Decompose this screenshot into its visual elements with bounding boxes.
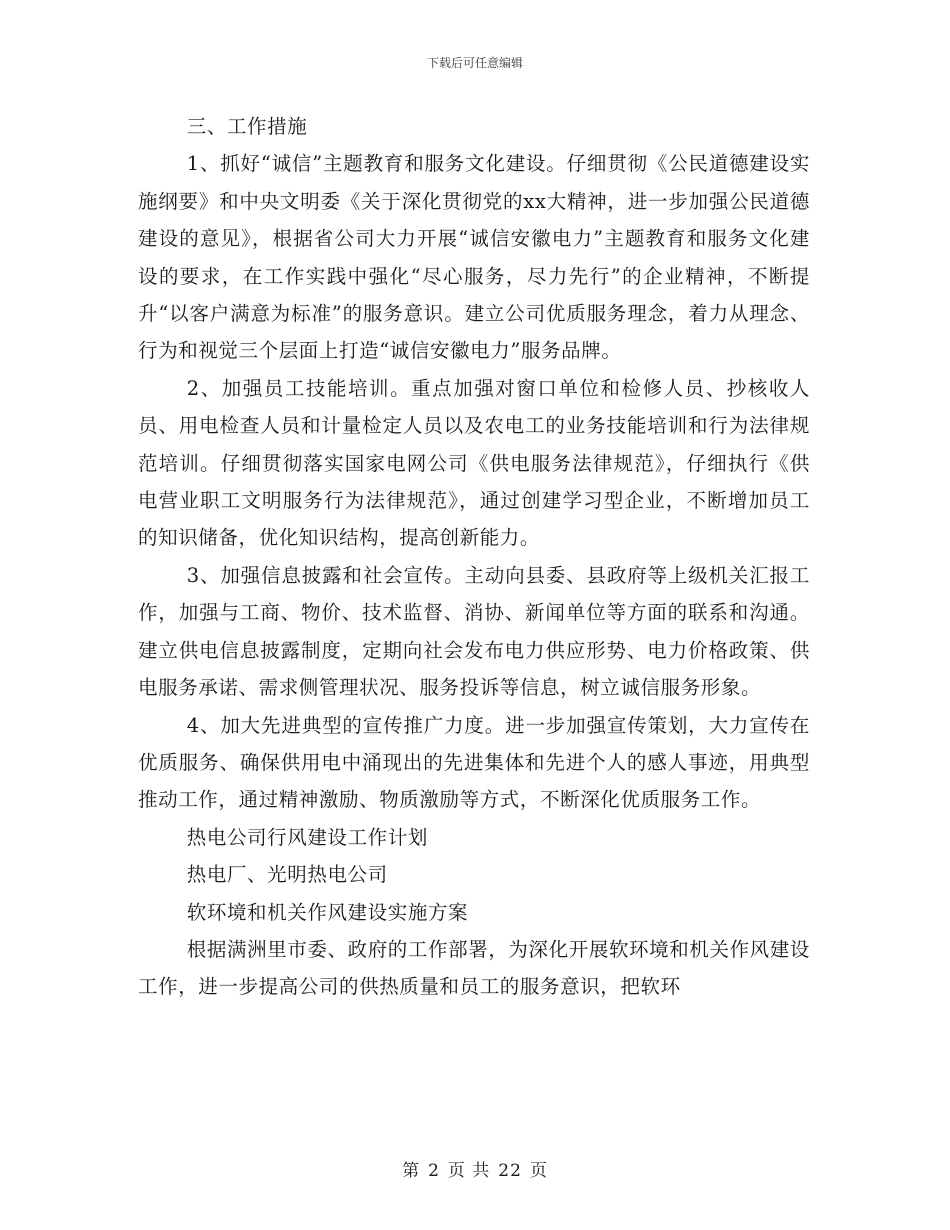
document-body <box>138 108 810 1006</box>
section-heading-work-measures: 三、工作措施 <box>186 115 308 138</box>
footer-suffix: 页 <box>529 1161 548 1181</box>
paragraph-advanced-models: 4、加大先进典型的宣传推广力度。进一步加强宣传策划，大力宣传在优质服务、确保供用电中涌现出的先进集体和先进个人的感人事迹，用典型推动工作，通过精神激励、物质激励等方式，不断深化优质服务工作。 <box>138 713 810 812</box>
footer-prefix: 第 <box>402 1161 421 1181</box>
document-organization: 热电厂、光明热电公司 <box>186 863 388 887</box>
paragraph-integrity-education: 1、抓好“诚信”主题教育和服务文化建设。仔细贯彻《公民道德建设实施纲要》和中央文明委《关于深化贯彻党的xx大精神，进一步加强公民道德建设的意见》，根据省公司大力开展“诚信安徽电力”主题教育和服务文化建设的要求，在工作实践中强化“尽心服务，尽力先行”的企业精神，不断提升“以客户满意为标准”的服务意识。建立公司优质服务理念，着力从理念、行为和视觉三个层面上打造“诚信安徽电力”服务品牌。 <box>138 152 810 363</box>
total-pages: 22 <box>498 1161 522 1181</box>
page-header: 下载后可任意编辑 <box>426 56 523 70</box>
footer-middle: 页 共 <box>447 1161 491 1181</box>
paragraph-introduction: 根据满洲里市委、政府的工作部署，为深化开展软环境和机关作风建设工作，进一步提高公司的供热质量和员工的服务意识，把软环 <box>138 937 810 999</box>
document-title-plan: 热电公司行风建设工作计划 <box>186 825 428 849</box>
document-subtitle-scheme: 软环境和机关作风建设实施方案 <box>186 900 469 924</box>
paragraph-staff-training: 2、加强员工技能培训。重点加强对窗口单位和检修人员、抄核收人员、用电检查人员和计量检定人员以及农电工的业务技能培训和行为法律规范培训。仔细贯彻落实国家电网公司《供电服务法律规范》，仔细执行《供电营业职工文明服务行为法律规范》，通过创建学习型企业，不断增加员工的知识储备，优化知识结构，提高创新能力。 <box>138 376 810 550</box>
page-number: 2 <box>428 1161 440 1181</box>
page-footer <box>0 1156 950 1181</box>
paragraph-information-disclosure: 3、加强信息披露和社会宣传。主动向县委、县政府等上级机关汇报工作，加强与工商、物价、技术监督、消协、新闻单位等方面的联系和沟通。建立供电信息披露制度，定期向社会发布电力供应形势、电力价格政策、供电服务承诺、需求侧管理状况、服务投诉等信息，树立诚信服务形象。 <box>138 563 810 700</box>
